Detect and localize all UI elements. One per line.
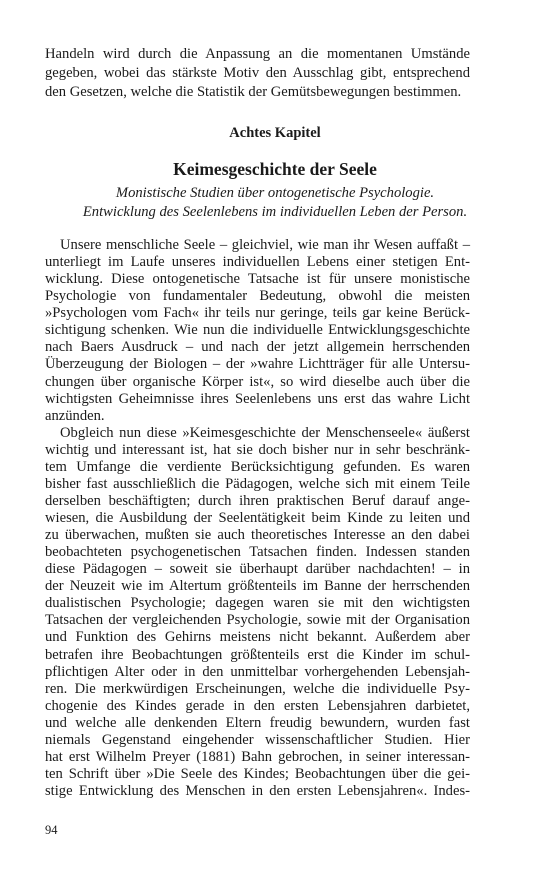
text-line: wichtigsten Geheimnisse ihres Seelenlebens uns erst das wahre Licht [45, 390, 470, 407]
text-line: pflichtigen Alter oder in den unmittelbar vorhergehenden Lebensjah- [45, 663, 470, 680]
text-line: wicklung. Diese ontogenetische Tatsache ist für unsere monistische [45, 271, 470, 288]
text-line: diese Pädagogen – soweit sie überhaupt darüber nachdachten! – in [45, 561, 470, 578]
text-line: bisher fast ausschließlich die Pädagogen, welche sich mit einem Teile [45, 475, 470, 492]
text-line: »Psychologen vom Fach« ihr teils nur geringe, teils gar keine Berück- [45, 305, 470, 322]
text-line: den Gesetzen, welche die Statistik der Gemütsbewegungen bestimmen. [45, 84, 462, 100]
chapter-subtitle: Monistische Studien über ontogenetische Psychologie. [115, 185, 435, 201]
text-line: derselben beschäftigten; durch ihren praktischen Beruf darauf ange- [45, 492, 470, 509]
text-line: Überzeugung der Biologen – der »wahre Lichtträger für alle Untersu- [45, 356, 470, 373]
text-line: wiesen, die Ausbildung der Seelentätigkeit beim Kinde zu leiten und [45, 510, 470, 526]
text-line: wichtig und interessant ist, hat sie doch bisher nur in sehr beschränk- [45, 441, 470, 458]
text-line: dualistischen Psychologie; dagegen waren sie mit den wichtigsten [45, 595, 470, 612]
text-line: Unsere menschliche Seele – gleichviel, wie man ihr Wesen auffaßt – [60, 237, 470, 253]
chapter-title: Keimesgeschichte der Seele [173, 159, 377, 179]
text-line: Handeln wird durch die Anpassung an die momentanen Umstände [45, 46, 470, 62]
text-line: gegeben, wobei das stärkste Motiv den Ausschlag gibt, entsprechend [45, 65, 470, 81]
text-line: sichtigung schenken. Wie nun die individuelle Entwicklungsgeschichte [45, 322, 470, 339]
text-line: und Funktion des Gehirns meistens nicht bekannt. Außerdem aber [45, 629, 470, 646]
text-line: zu überwachen, mußten sie auch theoretisches Interesse an den dabei [45, 527, 470, 544]
text-line: ten Schrift über »Die Seele des Kindes; Beobachtungen über die gei- [45, 765, 470, 782]
text-line: stige Entwicklung des Menschen in den ersten Lebensjahren«. Indes- [45, 783, 470, 799]
chapter-label: Achtes Kapitel [229, 125, 321, 141]
text-line: anzünden. [45, 407, 105, 424]
text-line: Psychologie von fundamentaler Bedeutung, obwohl die meisten [45, 288, 470, 305]
text-line: der Neuzeit wie im Altertum größtenteils im Banne der herrschenden [45, 578, 470, 595]
chapter-subtitle: Entwicklung des Seelenlebens im individuellen Leben der Person. [82, 204, 468, 220]
text-line: nach Baers Ausdruck – und nach der jetzt allgemein herrschenden [45, 339, 470, 356]
text-line: unterliegt im Laufe unseres individuellen Lebens einer stetigen Ent- [45, 254, 470, 271]
text-line: Tatsachen der vergleichenden Psychologie, sowie mit der Organisation [45, 612, 470, 629]
text-line: betrafen ihre Beobachtungen größtenteils erst die Kinder im schul- [45, 646, 470, 663]
text-line: tem Umfange die verdiente Berücksichtigung gefunden. Es waren [45, 458, 470, 475]
text-line: chogenie des Kindes gerade in den ersten Lebensjahren darbietet, [45, 697, 470, 714]
text-line: niemals Gegenstand eingehender wissenschaftlicher Studien. Hier [45, 731, 470, 748]
page-number: 94 [45, 823, 58, 837]
text-line: ren. Die merkwürdigen Erscheinungen, welche die individuelle Psy- [45, 680, 470, 697]
text-line: Obgleich nun diese »Keimesgeschichte der Menschenseele« äußerst [60, 424, 470, 441]
text-line: und welche alle denkenden Eltern freudig bewundern, wurden fast [45, 714, 470, 731]
text-line: beobachteten psychogenetischen Tatsachen finden. Indessen standen [45, 544, 470, 561]
text-line: hat erst Wilhelm Preyer (1881) Bahn gebrochen, in seiner interessan- [45, 748, 470, 765]
text-line: chungen über organische Körper ist«, so wird dieselbe auch über die [45, 373, 470, 390]
